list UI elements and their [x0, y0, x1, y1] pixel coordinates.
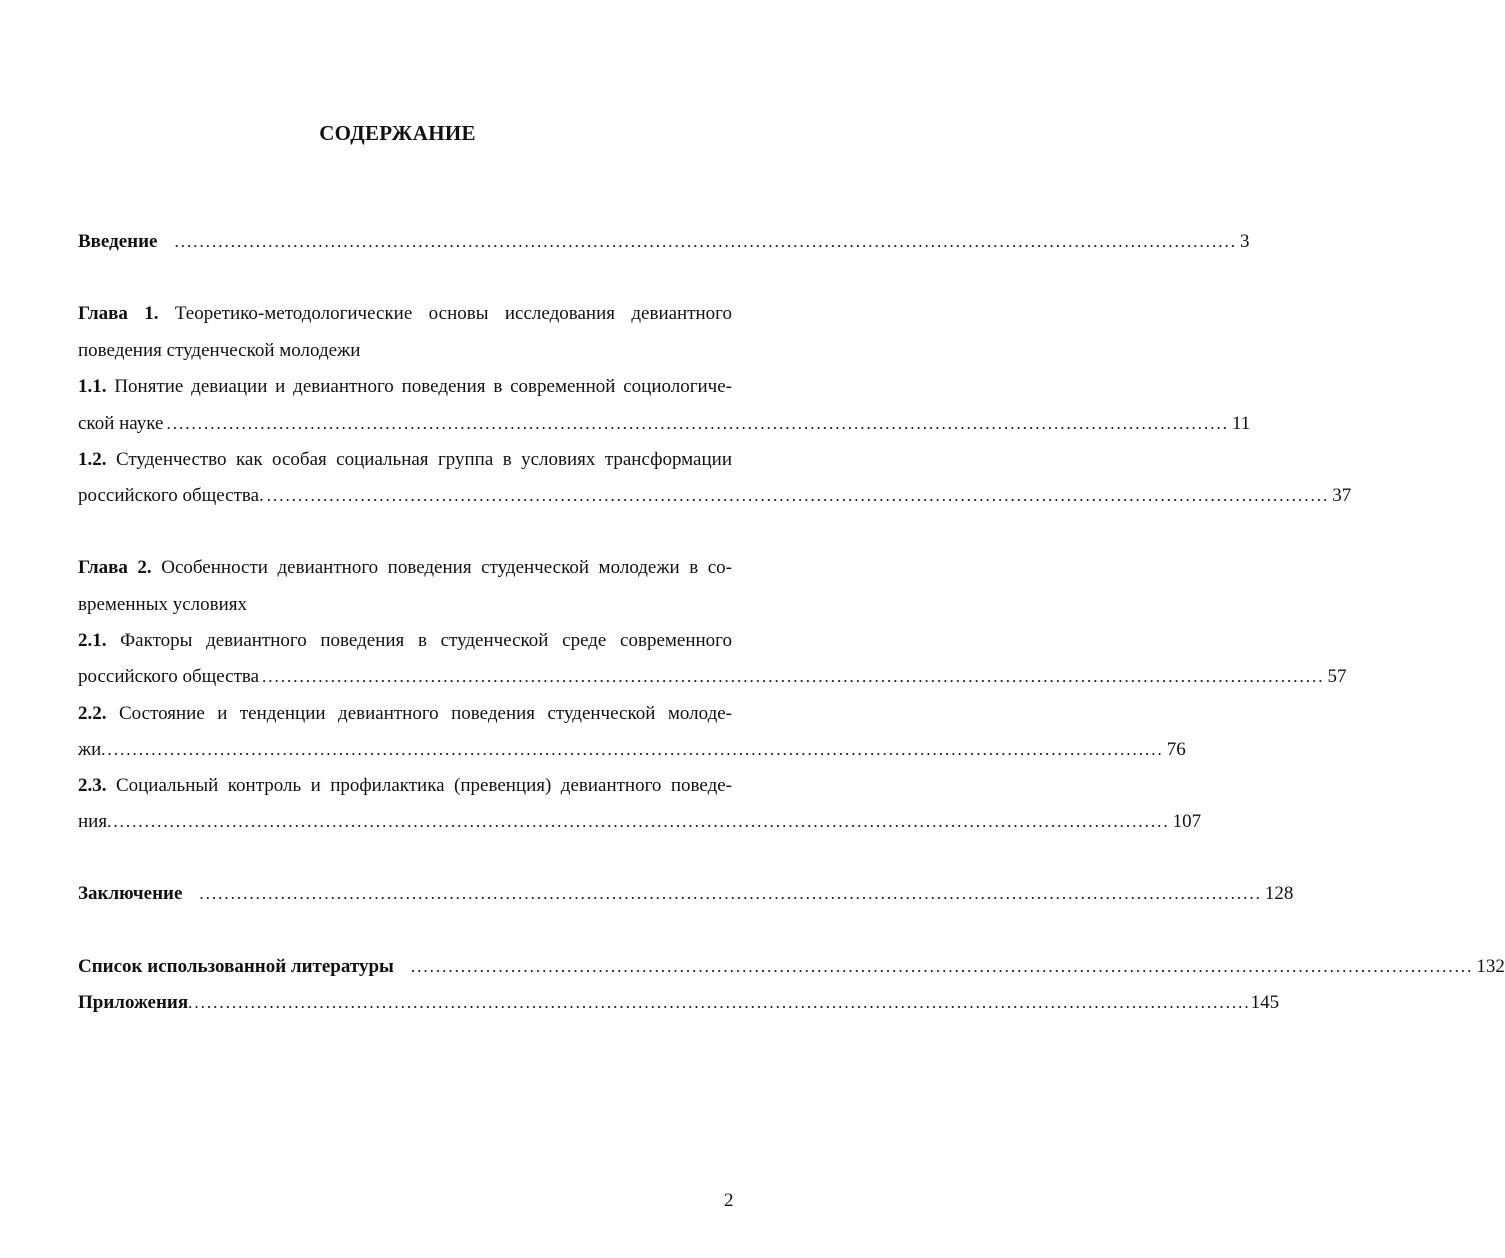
- section-1-1-page: 11: [1231, 413, 1251, 434]
- dot-leader: ..........................................................................................................................................................................: [174, 232, 1237, 251]
- section-1-2-page: 37: [1332, 485, 1352, 506]
- section-1-1-title-line1: Понятие девиации и девиантного поведения в современной социологиче-: [114, 376, 732, 397]
- chapter2-title-line1: Особенности девиантного поведения студенческой молодежи в со-: [161, 557, 732, 578]
- dot-leader: ..........................................................................................................................................................................: [266, 486, 1330, 505]
- toc-entry-1-2-line1: [78, 446, 732, 474]
- section-2-1-title-line1: Факторы девиантного поведения в студенческой среде современного: [120, 630, 732, 651]
- dot-leader: ..........................................................................................................................................................................: [107, 812, 1170, 831]
- appendices-label: Приложения: [78, 992, 189, 1013]
- section-1-1-number: 1.1.: [78, 376, 107, 397]
- section-2-2-number: 2.2.: [78, 703, 107, 724]
- section-2-3-title-line2: ния: [78, 811, 108, 832]
- toc-entry-conclusion: [78, 880, 1294, 908]
- chapter1-heading-line2: [78, 337, 732, 365]
- chapter1-title-line1: Теоретико-методологические основы исследования девиантного: [174, 303, 733, 324]
- references-label: Список использованной литературы: [78, 956, 394, 977]
- section-2-1-title-line2: российского общества: [78, 666, 260, 687]
- chapter2-label: Глава 2.: [78, 557, 152, 578]
- toc-entry-1-1-line2: [78, 410, 1251, 438]
- toc-entry-2-2-line2: [78, 736, 1186, 764]
- section-2-2-page: 76: [1166, 739, 1186, 760]
- toc-entry-1-2-line2: [78, 482, 1352, 510]
- toc-entry-references: [78, 953, 1505, 981]
- conclusion-label: Заключение: [78, 883, 183, 904]
- section-1-2-title-line2: российского общества.: [78, 485, 264, 506]
- toc-entry-2-1-line1: [78, 627, 732, 655]
- references-page: 132: [1476, 956, 1505, 977]
- section-1-2-title-line1: Студенчество как особая социальная группа в условиях трансформации: [115, 449, 732, 470]
- chapter1-title-line2: поведения студенческой молодежи: [78, 340, 361, 361]
- dot-leader: ..........................................................................................................................................................................: [199, 884, 1262, 903]
- chapter2-heading-line1: [78, 554, 732, 582]
- toc-entry-2-3-line2: [78, 808, 1202, 836]
- toc-entry-intro: [78, 228, 1250, 256]
- section-2-3-title-line1: Социальный контроль и профилактика (превенция) девиантного поведе-: [115, 775, 732, 796]
- section-1-1-title-line2: ской науке: [78, 413, 164, 434]
- section-2-1-page: 57: [1327, 666, 1347, 687]
- page-number: 2: [724, 1190, 734, 1211]
- section-2-3-page: 107: [1172, 811, 1202, 832]
- chapter2-title-line2: временных условиях: [78, 594, 248, 615]
- dot-leader: ..........................................................................................................................................................................: [166, 414, 1229, 433]
- dot-leader: ..........................................................................................................................................................................: [262, 667, 1325, 686]
- toc-entry-1-1-line1: [78, 373, 732, 401]
- conclusion-page: 128: [1264, 883, 1294, 904]
- section-2-3-number: 2.3.: [78, 775, 107, 796]
- toc-entry-appendices: [78, 989, 1280, 1017]
- section-2-2-title-line1: Состояние и тенденции девиантного поведения студенческой молоде-: [118, 703, 732, 724]
- chapter1-heading-line1: [78, 300, 732, 328]
- appendices-page: 145: [1250, 992, 1280, 1013]
- intro-page: 3: [1240, 231, 1250, 252]
- chapter2-heading-line2: [78, 591, 732, 619]
- section-2-2-title-line2: жи: [78, 739, 102, 760]
- intro-label: Введение: [78, 231, 158, 252]
- section-1-2-number: 1.2.: [78, 449, 107, 470]
- chapter1-label: Глава 1.: [78, 303, 159, 324]
- toc-entry-2-2-line1: [78, 700, 732, 728]
- dot-leader: ..........................................................................................................................................................................: [101, 740, 1164, 759]
- toc-entry-2-1-line2: [78, 663, 1347, 691]
- dot-leader: ..........................................................................................................................................................................: [410, 957, 1474, 976]
- toc-title: СОДЕРЖАНИЕ: [319, 121, 476, 145]
- section-2-1-number: 2.1.: [78, 630, 107, 651]
- toc-entry-2-3-line1: [78, 772, 732, 800]
- dot-leader: ..........................................................................................................................................................................: [188, 993, 1251, 1012]
